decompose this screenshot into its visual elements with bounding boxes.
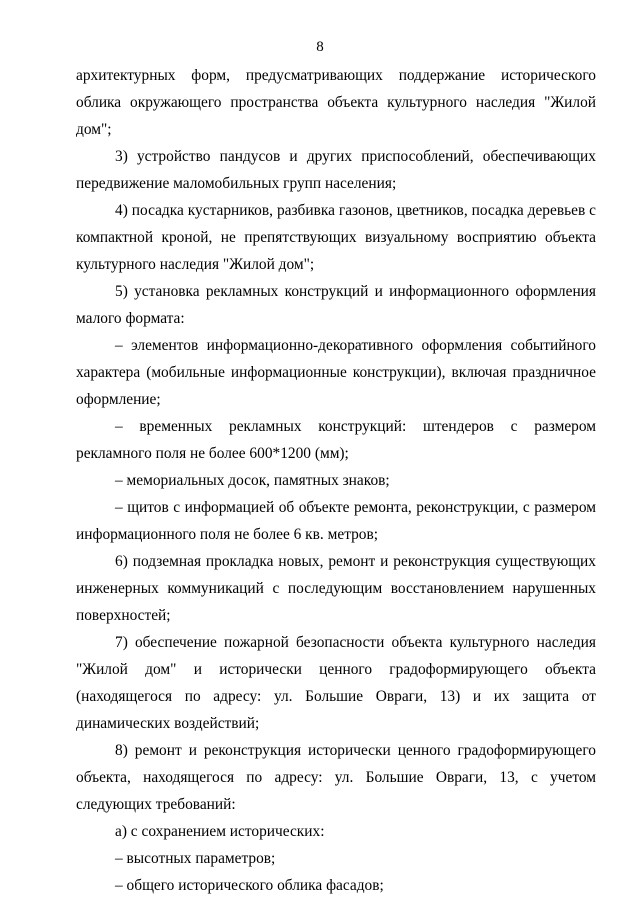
paragraph-item-7: 7) обеспечение пожарной безопасности объекта культурного наследия "Жилой дом" и исторически ценного градоформирующего объекта (находящегося по адресу: ул. Большие Овраги, 13) и их защита от динамических воздействий; [76,634,596,732]
paragraph-item-8: 8) ремонт и реконструкция исторически ценного градоформирующего объекта, находящегося по адресу: ул. Большие Овраги, 13, с учетом следующих требований: [76,742,596,813]
paragraph-continuation: архитектурных форм, предусматривающих поддержание исторического облика окружающего пространства объекта культурного наследия "Жилой дом"; [76,67,596,138]
paragraph-subitem-memorial: – мемориальных досок, памятных знаков; [115,472,390,489]
document-body [76,62,596,899]
paragraph-subitem-facades: – общего исторического облика фасадов; [115,877,384,894]
paragraph-subitem-temporary: – временных рекламных конструкций: штендеров с размером рекламного поля не более 600*1200 (мм); [76,418,596,462]
page-number: 8 [316,39,324,55]
paragraph-item-6: 6) подземная прокладка новых, ремонт и реконструкция существующих инженерных коммуникаций с последующим восстановлением нарушенных поверхностей; [76,553,596,624]
paragraph-item-3: 3) устройство пандусов и других приспособлений, обеспечивающих передвижение маломобильных групп населения; [76,148,596,192]
paragraph-item-5: 5) установка рекламных конструкций и информационного оформления малого формата: [76,283,596,327]
paragraph-item-4: 4) посадка кустарников, разбивка газонов, цветников, посадка деревьев с компактной кроной, не препятствующих визуальному восприятию объекта культурного наследия "Жилой дом"; [76,202,596,273]
paragraph-subitem-decorative: – элементов информационно-декоративного оформления событийного характера (мобильные информационные конструкции), включая праздничное оформление; [76,337,596,408]
paragraph-subitem-a: а) с сохранением исторических: [115,823,325,840]
paragraph-subitem-shields: – щитов с информацией об объекте ремонта, реконструкции, с размером информационного поля не более 6 кв. метров; [76,499,596,543]
paragraph-subitem-height: – высотных параметров; [115,850,276,867]
